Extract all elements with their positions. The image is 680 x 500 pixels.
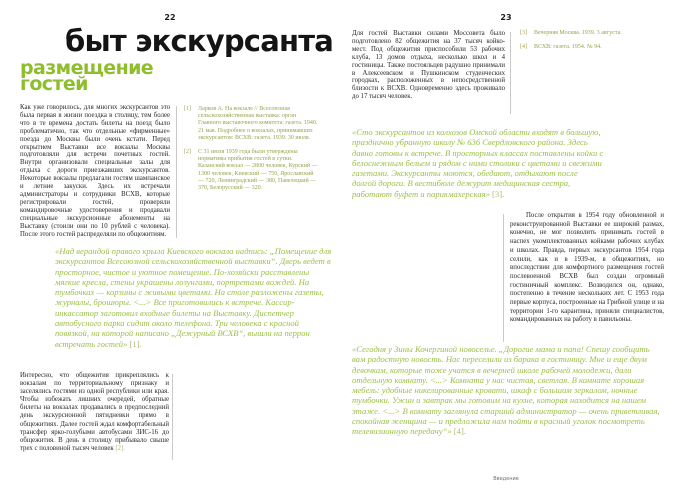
quote-text: «Сегодня у Зины Кочергиной новоселье. „Дорогие мама и папа! Спешу сообщить вам радостную новость. Нас переселили из барака в гостиницу. Мне и еще двум девочкам, которые тоже учатся в вечерней школе рабочей молодежи, дали отдельную комнату. <...> Комната у нас чистая, светлая. В комнате хорошая мебель: удобные никелированные кровати, шкаф с большим зеркалом, ночные тумбочки. Ужин и завтрак мы готовим на кухне, которая находится на нашем этаже. <...> В комнату заглянула старший администратор — очень приветливая, спокойная женщина — и предложила нам пойти в красный уголок посмотреть телевизионную передачу“»: [352, 344, 660, 437]
footnote: [520, 44, 662, 51]
footnote-text: С 31 июля 1939 года были утверждены нормативы прибытия гостей в сутки. Казанский вокзал — 2800 человек, Курский — 1300 человек, Киевский — 750, Ярославский — 720, Ленинградский — 380, Павелецкий — 370, Белорусский — 320.: [198, 149, 318, 192]
footnote: [184, 106, 320, 142]
right-body-column-1: [352, 30, 505, 101]
right-footnotes: [520, 30, 662, 58]
quote-block-novosele: [352, 344, 665, 437]
footnote: [184, 149, 320, 192]
body-paragraph: Для гостей Выставки силами Моссовета было подготовлено 82 общежития на 37 тысяч койко-мест. Под общежития приспособили 53 рабочих клуба, 13 домов отдыха, несколько школ и 4 гостиницы. Также постояльцев радушно принимали в Алексеевском и Пушкинском студенческих городках, расположенных в непосредственной близости к ВСХВ. Одновременно здесь проживало до 17 тысяч человек.: [352, 30, 505, 101]
body-paragraph: Как уже говорилось, для многих экскурсантов это была первая в жизни поездка в столицу, тем более что в те времена достать билеты на поезд было проблематично, так что отдельные «фирменные» поезда до Москвы были очень кстати. Перед открытием Выставки все вокзалы Москвы подготовляли для встречи почетных гостей. Внутри организовали специальные залы для отдыха с дороги приезжавших экскурсантов. Некоторые вокзалы предлагали гостям шампанское и летние закуски. Здесь их встречали администраторы и сотрудники ВСХВ, которые регистрировали гостей, проверяли командировочные удостоверения и продавали специальные экскурсионные абонементы на Выставку (стоили они по 10 рублей с человека). После этого гостей распределяли по общежитиям.: [20, 104, 170, 238]
quote-text: «Над верандой правого крыла Киевского вокзала надпись: „Помещение для экскурсантов Всесоюзной сельскохозяйственной выставки“. Дверь ведет в просторное, чистое и уютное помещение. По-хозяйски расставлены мягкие кресла, стены украшены лозунгами, портретами вождей. На тумбочках — корзины с живыми цветами. На столе разложены газеты, журналы, брошюры. <...> Все приготовились к встрече. Кассир-инкассатор заготовил входные билеты на Выставку. Диспетчер автобусного парка сидит около телефона. Три человека с красной повязкой, на которой написано „Дежурный ВСХВ“, вышли на перрон встречать гостей»: [55, 246, 332, 349]
column-divider: [176, 106, 177, 238]
body-paragraph: Интересно, что общежития прикреплялись к вокзалам по территориальному признаку и заселялись гостями из одной республики или края. Чтобы избежать лишних очередей, обратные билеты на вокзалах продавались в предпоследний день экскурсионной пятидневки прямо в общежитиях. Далее гостей ждал комфортабельный трансфер ярко-голубыми автобусами ЗИС-16 до общежития. В день в столицу прибывало свыше трех с половиной тысяч человек: [20, 372, 169, 452]
left-footnotes: [184, 106, 320, 199]
footnote-marker: [2]: [184, 149, 191, 156]
running-footer: Введение: [493, 476, 519, 482]
column-divider: [172, 374, 173, 460]
footnote-marker: [1]: [184, 106, 191, 112]
page-number-right: 23: [500, 13, 512, 22]
column-divider: [503, 214, 504, 342]
quote-block-school: [352, 127, 604, 199]
quote-text: «Сто экскурсантов из колхозов Омской области входят в большую, празднично убранную школу № 636 Свердловского района. Здесь давно готовы к встрече. В просторных классах поставлены койки с белоснежным бельем и рядом с ними столики с цветами и свежими газетами. Экскурсанты моются, обедают, отдыхают после долгой дороги. В вестибюле дежурит медицинская сестра, работают буфет и парикмахерская»: [352, 127, 604, 199]
section-heading: [20, 57, 154, 95]
section-heading-line2: гостей: [20, 73, 88, 95]
page-number-left: 22: [164, 13, 176, 22]
quote-ref: [1].: [129, 338, 142, 349]
left-body-column-2: [20, 372, 169, 453]
footnote: [520, 30, 662, 37]
body-ref: [2].: [115, 444, 125, 452]
footnote-text: Ларков А. На вокзале // Всесоюзная сельскохозяйственная выставка: орган Главного выставочного комитета: газета. 1940. 21 мая. Подробнее о вокзалах, принимавших экскурсантов: ВСХВ: газета. 1939. 30 июля.: [198, 106, 318, 141]
footnote-text: ВСХВ: газета. 1954. № 94.: [534, 44, 602, 51]
chapter-title: быт экскурсанта: [65, 24, 333, 58]
left-body-column-1: [20, 104, 170, 238]
body-paragraph: После открытия в 1954 году обновленной и реконструированной Выставки ее широкий размах, конечно, не мог позволить принимать гостей в наспех укомплектованных койками рабочих клубах и школах. Правда, первых экскурсантов 1954 года селили, как и в 1939-м, в общежитиях, но впоследствии для комфортного размещения гостей послевоенной ВСХВ был создан огромный гостиничный комплекс. Возводился он, однако, постепенно в течение нескольких лет. С 1953 года первые корпуса, построенные на Грибной улице и на территории 1-го карантина, приняли специалистов, командированных на работу в павильоны.: [510, 212, 664, 324]
right-body-column-2: [510, 212, 664, 325]
quote-ref: [3].: [492, 188, 505, 199]
quote-block-vokzal: [55, 246, 333, 349]
footnote-text: Вечерняя Москва. 1939. 3 августа.: [534, 30, 622, 36]
quote-ref: [4].: [453, 426, 466, 437]
footnote-marker: [4]: [520, 44, 527, 51]
footnote-marker: [3]: [520, 30, 527, 36]
column-divider: [510, 32, 511, 114]
section-heading-line1: размещение: [20, 57, 154, 79]
